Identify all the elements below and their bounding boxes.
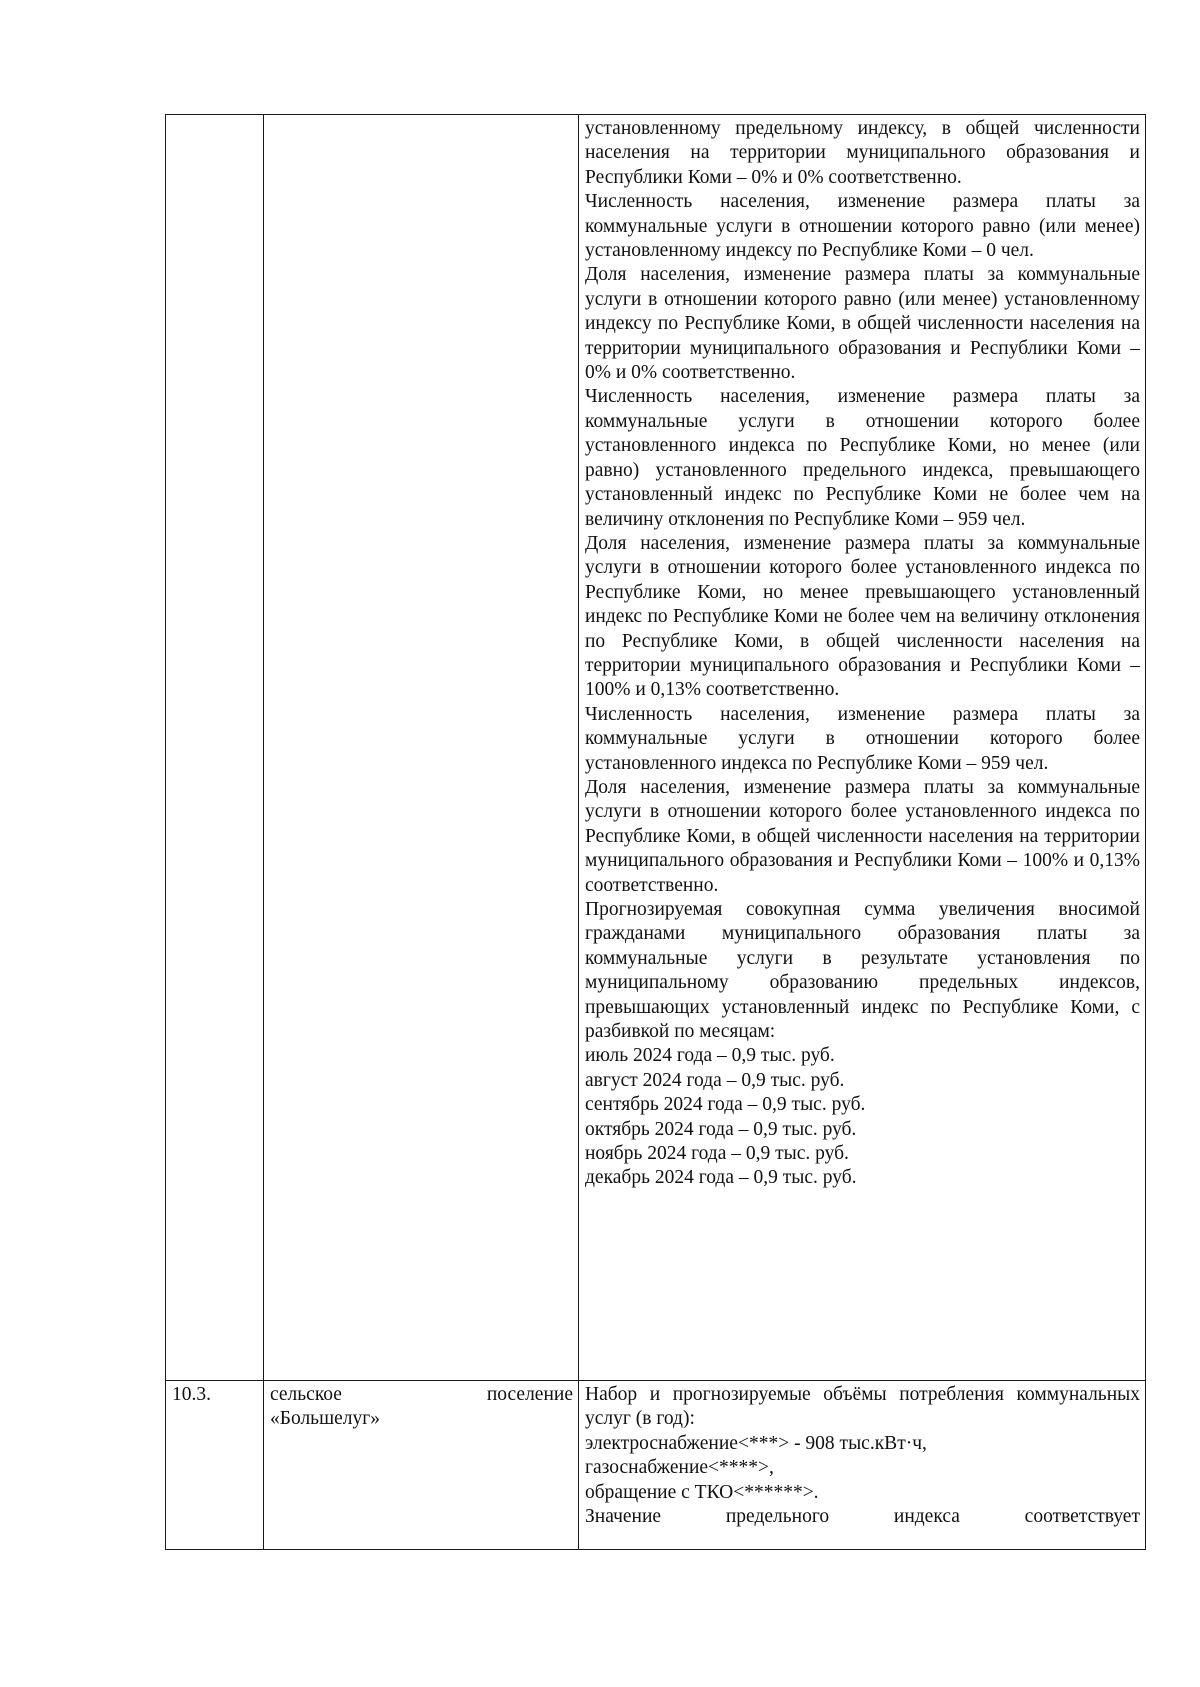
indicator-text-cell xyxy=(579,115,1146,1381)
paragraph: Прогнозируемая совокупная сумма увеличения вносимой гражданами муниципального образования платы за коммунальные услуги в результате установления по муниципальному образованию предельных индексов, превышающих установленный индекс по Республике Коми, с разбивкой по месяцам: xyxy=(585,899,1140,1043)
municipality-name-cell xyxy=(264,1381,579,1550)
row-number-cell: 10.3. xyxy=(166,1381,264,1550)
month-line: сентябрь 2024 года – 0,9 тыс. руб. xyxy=(585,1094,866,1116)
paragraph: Набор и прогнозируемые объёмы потребления коммунальных услуг (в год): xyxy=(585,1384,1140,1430)
row-number-cell xyxy=(166,115,264,1381)
month-line: август 2024 года – 0,9 тыс. руб. xyxy=(585,1069,845,1091)
service-line: электроснабжение<***> - 908 тыс.кВт·ч, xyxy=(585,1432,927,1454)
municipality-type-word: сельское xyxy=(270,1384,342,1405)
paragraph: Численность населения, изменение размера платы за коммунальные услуги в отношении которого равно (или менее) установленному индексу по Республике Коми – 0 чел. xyxy=(585,191,1140,262)
indicator-text-cell xyxy=(579,1381,1146,1550)
paragraph: Численность населения, изменение размера платы за коммунальные услуги в отношении которого более установленного индекса по Республике Коми – 959 чел. xyxy=(585,703,1140,774)
service-line: газоснабжение<****>, xyxy=(585,1457,774,1479)
table-row xyxy=(166,115,1146,1381)
month-line: декабрь 2024 года – 0,9 тыс. руб. xyxy=(585,1167,857,1189)
paragraph: Доля населения, изменение размера платы за коммунальные услуги в отношении которого более установленного индекса по Республике Коми, но менее превышающего установленный индекс по Республике Коми не более чем на величину отклонения по Республике Коми, в общей численности населения на территории муниципального образования и Республики Коми – 100% и 0,13% соответственно. xyxy=(585,532,1140,701)
paragraph: установленному предельному индексу, в общей численности населения на территории муниципального образования и Республики Коми – 0% и 0% соответственно. xyxy=(585,118,1140,188)
paragraph: Доля населения, изменение размера платы за коммунальные услуги в отношении которого равно (или менее) установленному индексу по Республике Коми, в общей численности населения на территории муниципального образования и Республики Коми – 0% и 0% соответственно. xyxy=(585,264,1140,384)
month-line: июль 2024 года – 0,9 тыс. руб. xyxy=(585,1045,835,1067)
municipality-type-word: поселение xyxy=(486,1384,573,1405)
month-line: октябрь 2024 года – 0,9 тыс. руб. xyxy=(585,1118,857,1140)
document-table xyxy=(165,114,1146,1550)
municipality-name: «Большелуг» xyxy=(270,1408,380,1430)
municipality-name-cell xyxy=(264,115,579,1381)
paragraph: Численность населения, изменение размера платы за коммунальные услуги в отношении которого более установленного индекса по Республике Коми, но менее (или равно) установленного предельного индекса, превышающего установленный индекс по Республике Коми не более чем на величину отклонения по Республике Коми – 959 чел. xyxy=(585,386,1140,530)
month-line: ноябрь 2024 года – 0,9 тыс. руб. xyxy=(585,1143,849,1165)
service-line: обращение с ТКО<******>. xyxy=(585,1481,819,1503)
municipality-name-line xyxy=(270,1383,573,1407)
paragraph: Доля населения, изменение размера платы за коммунальные услуги в отношении которого более установленного индекса по Республике Коми, в общей численности населения на территории муниципального образования и Республики Коми – 100% и 0,13% соответственно. xyxy=(585,776,1140,896)
paragraph: Значение предельного индекса соответствует xyxy=(585,1506,1140,1528)
table-row xyxy=(166,1381,1146,1550)
